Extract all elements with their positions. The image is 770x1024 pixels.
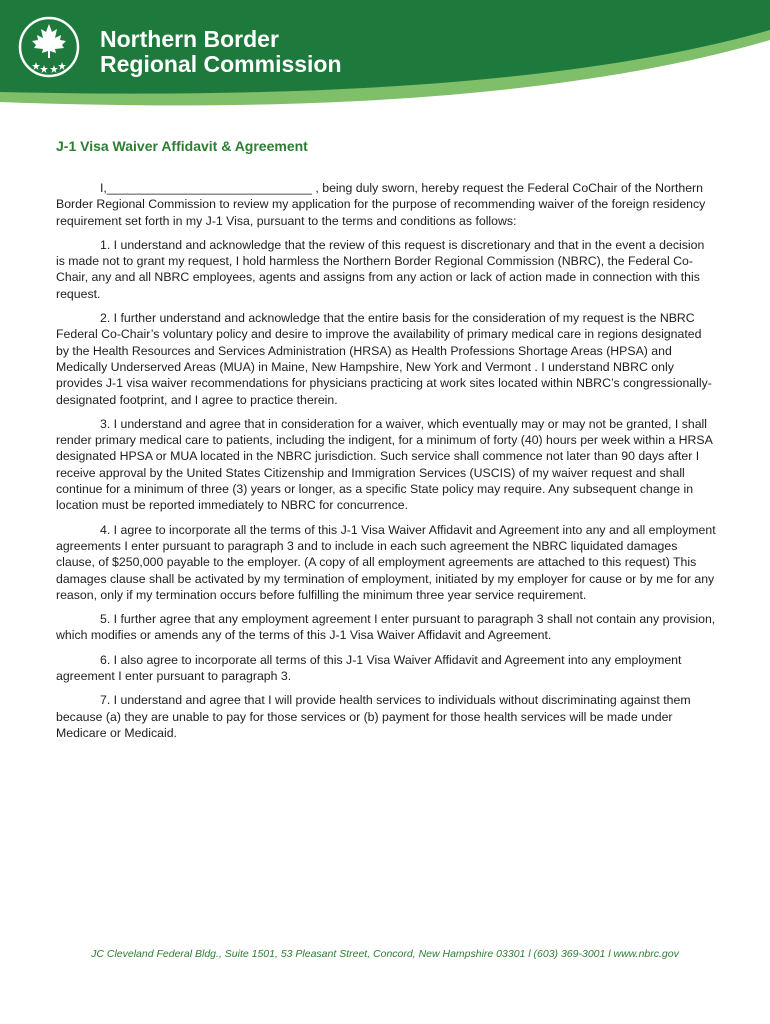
paragraph-4: 4. I agree to incorporate all the terms of this J-1 Visa Waiver Affidavit and Agreement into any and all employment agreements I enter pursuant to paragraph 3 and to include in each such agreement the NBRC liquidated damages clause, of $250,000 payable to the employer. (A copy of all employment agreements are attached to this request) This damages clause shall be activated by my termination of employment, initiated by my employer for cause or by me for any reason, only if my termination occurs before fulfilling the minimum three year service requirement. — [56, 522, 716, 602]
paragraph-6: 6. I also agree to incorporate all terms of this J-1 Visa Waiver Affidavit and Agreement into any employment agreement I enter pursuant to paragraph 3. — [56, 652, 682, 684]
paragraph-7: 7. I understand and agree that I will provide health services to individuals without discriminating against them because (a) they are unable to pay for those services or (b) payment for those health services will be made under Medicare or Medicaid. — [56, 693, 691, 740]
organization-name-line2: Regional Commission — [100, 51, 342, 77]
organization-name-line1: Northern Border — [100, 26, 279, 52]
document-title: J-1 Visa Waiver Affidavit & Agreement — [56, 138, 308, 154]
paragraph-2: 2. I further understand and acknowledge that the entire basis for the consideration of my request is the NBRC Federal Co-Chair’s voluntary policy and desire to improve the availability of primary medical care in regions designated by the Health Resources and Services Administration (HRSA) as Health Professions Shortage Areas (HPSA) and Medically Underserved Areas (MUA) in Maine, New Hampshire, New York and Vermont . I understand NBRC only provides J-1 visa waiver recommendations for physicians practicing at work sites located within NBRC’s congressionally-designated footprint, and I agree to practice therein. — [56, 311, 712, 407]
document-body — [56, 180, 716, 749]
footer-contact: JC Cleveland Federal Bldg., Suite 1501, 53 Pleasant Street, Concord, New Hampshire 03301 l (603) 369-3001 l www.nbrc.gov — [91, 948, 679, 960]
paragraph-3: 3. I understand and agree that in consideration for a waiver, which eventually may or may not be granted, I shall render primary medical care to patients, including the indigent, for a minimum of forty (40) hours per week within a HRSA designated HPSA or MUA located in the NBRC jurisdiction. Such service shall commence not later than 90 days after I receive approval by the United States Citizenship and Immigration Services (USCIS) of my waiver request and shall continue for a minimum of three (3) years or longer, as a specific State policy may require. Any subsequent change in location must be reported immediately to NBRC for concurrence. — [56, 416, 713, 513]
organization-name — [100, 27, 342, 77]
paragraph-1: 1. I understand and acknowledge that the review of this request is discretionary and that in the event a decision is made not to grant my request, I hold harmless the Northern Border Regional Commission (NBRC), the Federal Co-Chair, any and all NBRC employees, agents and assigns from any action or lack of action made in connection with this request. — [56, 237, 705, 301]
maple-leaf-stars-logo — [16, 14, 82, 80]
intro-paragraph: I,______________________________ , being duly sworn, hereby request the Federal CoChair of the Northern Border Regional Commission to review my application for the purpose of recommending waiver of the foreign residency requirement set forth in my J-1 Visa, pursuant to the terms and conditions as follows: — [56, 181, 706, 228]
header-banner — [0, 0, 770, 120]
paragraph-5: 5. I further agree that any employment agreement I enter pursuant to paragraph 3 shall not contain any provision, which modifies or amends any of the terms of this J-1 Visa Waiver Affidavit and Agreement. — [56, 612, 716, 643]
